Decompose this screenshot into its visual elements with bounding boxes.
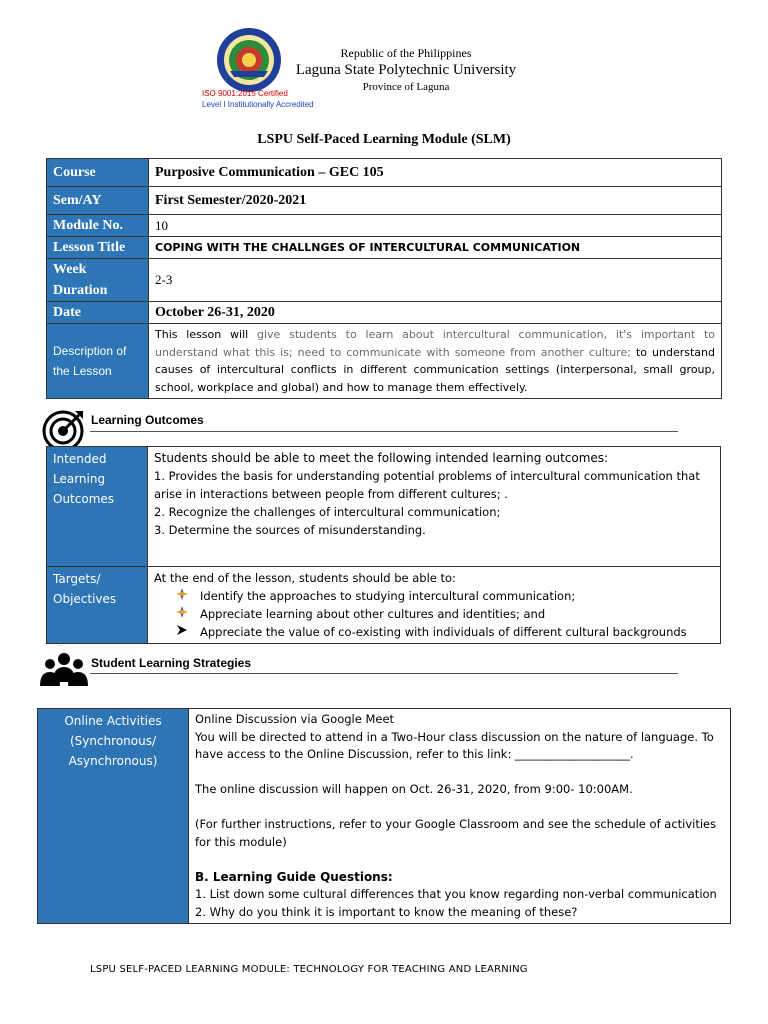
table-row [47, 187, 722, 215]
targets-intro: At the end of the lesson, students should be able to: [154, 571, 456, 585]
description-part-3: to understand causes of intercultural conflicts in different communication settings (interpersonal, small group, school, workplace and global) and how to manage them effectively. [155, 345, 715, 394]
ilo-item: 2. Recognize the challenges of intercultural communication; [154, 505, 501, 519]
people-group-icon [38, 650, 90, 690]
date-value: October 26-31, 2020 [149, 302, 722, 324]
accreditation-text: Level I Institutionally Accredited [202, 100, 314, 109]
university-seal-logo [216, 27, 282, 93]
guide-question: 2. Why do you think it is important to know the meaning of these? [195, 904, 578, 919]
module-value: 10 [149, 215, 722, 237]
guide-questions-title: B. Learning Guide Questions: [195, 869, 393, 884]
lesson-label: Lesson Title [47, 237, 149, 259]
province-text: Province of Laguna [362, 81, 450, 93]
pointer-bullet-icon [176, 587, 200, 605]
table-row [47, 259, 722, 302]
strategies-heading: Student Learning Strategies [91, 656, 252, 670]
strategy-line: Online Discussion via Google Meet [195, 712, 395, 726]
university-name: Laguna State Polytechnic University [295, 62, 517, 78]
table-row [47, 215, 722, 237]
ilo-label: Intended Learning Outcomes [47, 447, 148, 567]
sem-label: Sem/AY [47, 187, 149, 215]
table-row [47, 237, 722, 259]
iso-certification: ISO 9001:2015 Certified [202, 89, 288, 98]
online-activities-label: Online Activities (Synchronous/ Asynchronous) [38, 709, 189, 924]
strategy-line: (For further instructions, refer to your Google Classroom and see the schedule of activities for this module) [195, 817, 717, 849]
page-footer: LSPU SELF-PACED LEARNING MODULE: TECHNOLOGY FOR TEACHING AND LEARNING [90, 964, 528, 975]
page-title: LSPU Self-Paced Learning Module (SLM) [257, 132, 511, 147]
ilo-intro: Students should be able to meet the following intended learning outcomes: [154, 451, 609, 465]
description-part-2: give students to learn about intercultural communication, it's important to understand what this is; need to communicate with someone from another culture; [155, 328, 716, 359]
decorative-dots: .. [58, 639, 63, 648]
learning-outcomes-heading: Learning Outcomes [91, 413, 204, 427]
target-item: Appreciate learning about other cultures and identities; and [200, 607, 546, 621]
table-row [38, 709, 731, 924]
strategy-line: The online discussion will happen on Oct. 26-31, 2020, from 9:00- 10:00AM. [195, 782, 633, 796]
guide-question: 1. List down some cultural differences that you know regarding non-verbal communication [195, 887, 717, 901]
target-item: Appreciate the value of co-existing with individuals of different cultural backgrounds [200, 625, 687, 639]
ilo-item: 1. Provides the basis for understanding potential problems of intercultural communication that arise in interactions between people from different cultures; . [154, 469, 700, 501]
targets-label: Targets/ Objectives [47, 567, 148, 644]
republic-text: Republic of the Philippines [340, 46, 472, 60]
target-item: Identify the approaches to studying intercultural communication; [200, 589, 576, 603]
week-label: Week Duration [47, 259, 149, 302]
section-divider [90, 431, 678, 432]
list-item [176, 623, 714, 641]
sem-value: First Semester/2020-2021 [149, 187, 722, 215]
description-text [149, 324, 722, 399]
learning-outcomes-table [46, 446, 721, 644]
description-label: Description of the Lesson [47, 324, 149, 399]
lesson-value: COPING WITH THE CHALLNGES OF INTERCULTURAL COMMUNICATION [149, 237, 722, 259]
strategies-table [37, 708, 731, 924]
module-info-table [46, 158, 722, 399]
course-label: Course [47, 159, 149, 187]
section-divider [90, 673, 678, 674]
week-value: 2-3 [149, 259, 722, 302]
pointer-bullet-icon [176, 605, 200, 623]
table-row [47, 324, 722, 399]
date-label: Date [47, 302, 149, 324]
description-part-1: This lesson will [155, 328, 249, 341]
list-item [176, 587, 714, 605]
strategies-cell [189, 709, 731, 924]
table-row [47, 302, 722, 324]
ilo-cell [148, 447, 721, 567]
strategy-line: You will be directed to attend in a Two-Hour class discussion on the nature of language. To have access to the Online Discussion, refer to this link: ____________________. [195, 729, 714, 761]
ilo-item: 3. Determine the sources of misunderstanding. [154, 523, 426, 537]
module-label: Module No. [47, 215, 149, 237]
table-row [47, 159, 722, 187]
targets-cell [148, 567, 721, 644]
table-row [47, 567, 721, 644]
table-row [47, 447, 721, 567]
course-value: Purposive Communication – GEC 105 [149, 159, 722, 187]
list-item [176, 605, 714, 623]
arrow-bullet-icon [176, 623, 200, 641]
